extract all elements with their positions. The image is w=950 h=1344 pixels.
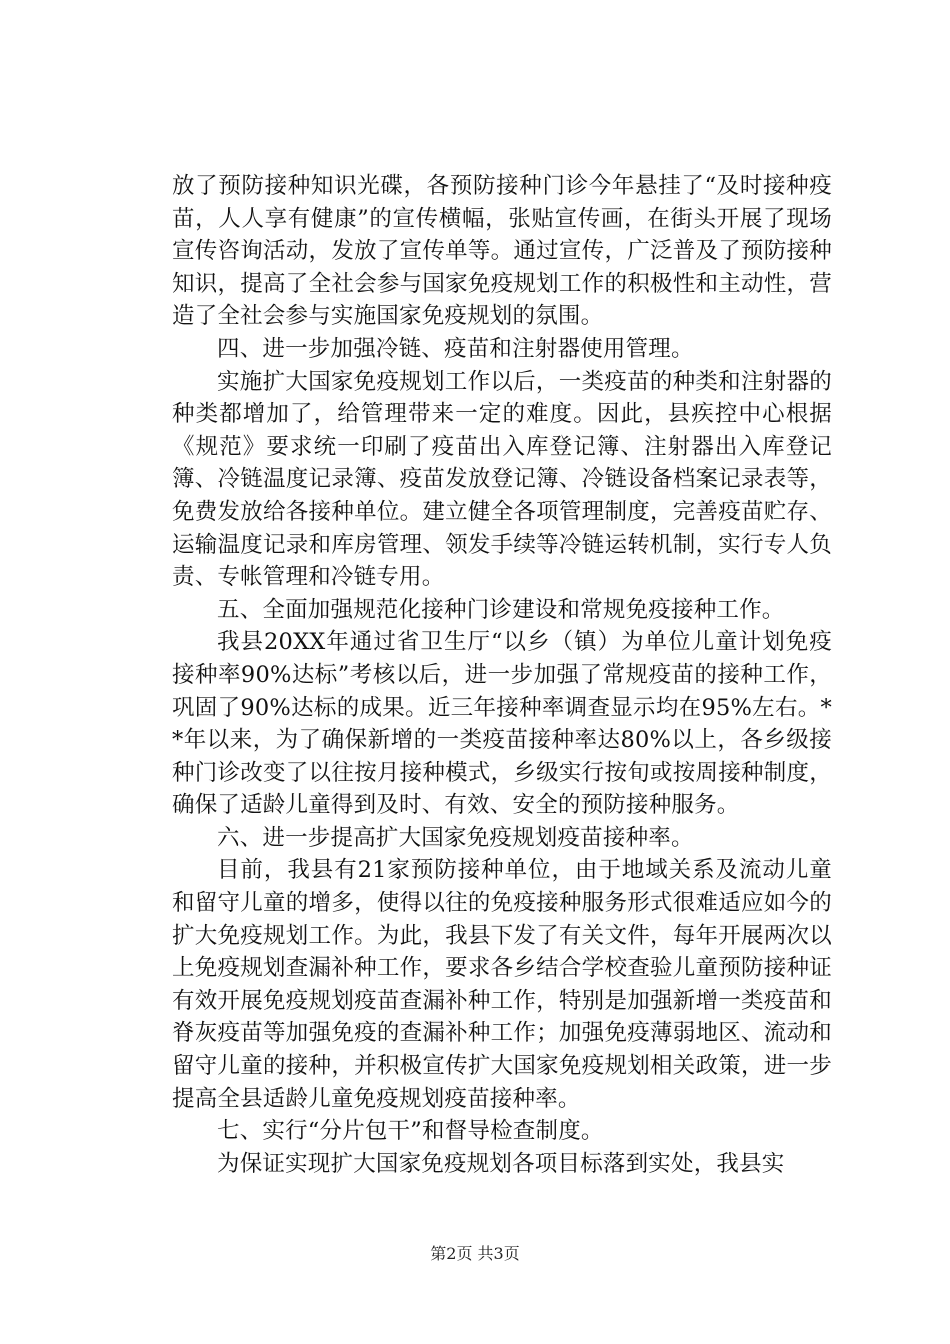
body-paragraph-7: 为保证实现扩大国家免疫规划各项目标落到实处，我县实: [217, 1150, 785, 1177]
body-paragraph-6: 目前，我县有21家预防接种单位，由于地域关系及流动儿童和留守儿童的增多，使得以往的免疫接种服务形式很难适应如今的扩大免疫规划工作。为此，我县下发了有关文件，每年开展两次以上免疫规划查漏补种工作，要求各乡结合学校查验儿童预防接种证有效开展免疫规划疫苗查漏补种工作，特别是加强新增一类疫苗和脊灰疫苗等加强免疫的查漏补种工作；加强免疫薄弱地区、流动和留守儿童的接种，并积极宣传扩大国家免疫规划相关政策，进一步提高全县适龄儿童免疫规划疫苗接种率。: [172, 857, 832, 1112]
body-paragraph-4: 实施扩大国家免疫规划工作以后，一类疫苗的种类和注射器的种类都增加了，给管理带来一定的难度。因此，县疾控中心根据《规范》要求统一印刷了疫苗出入库登记簿、注射器出入库登记簿、冷链温度记录簿、疫苗发放登记簿、冷链设备档案记录表等，免费发放给各接种单位。建立健全各项管理制度，完善疫苗贮存、运输温度记录和库房管理、领发手续等冷链运转机制，实行专人负责、专帐管理和冷链专用。: [172, 368, 832, 591]
section-heading-6: 六、进一步提高扩大国家免疫规划疫苗接种率。: [217, 824, 694, 851]
body-paragraph-continued: 放了预防接种知识光碟，各预防接种门诊今年悬挂了“及时接种疫苗，人人享有健康”的宣传横幅，张贴宣传画，在街头开展了现场宣传咨询活动，发放了宣传单等。通过宣传，广泛普及了预防接种知识，提高了全社会参与国家免疫规划工作的积极性和主动性，营造了全社会参与实施国家免疫规划的氛围。: [172, 173, 832, 330]
section-heading-5: 五、全面加强规范化接种门诊建设和常规免疫接种工作。: [217, 596, 785, 623]
page-number-footer: 第2页 共3页: [430, 1244, 520, 1263]
document-body: [172, 170, 832, 1180]
body-paragraph-5: 我县20XX年通过省卫生厅“以乡（镇）为单位儿童计划免疫接种率90%达标”考核以后，进一步加强了常规疫苗的接种工作，巩固了90%达标的成果。近三年接种率调查显示均在95%左右。**年以来，为了确保新增的一类疫苗接种率达80%以上，各乡级接种门诊改变了以往按月接种模式，乡级实行按旬或按周接种制度，确保了适龄儿童得到及时、有效、安全的预防接种服务。: [172, 629, 832, 819]
section-heading-7: 七、实行“分片包干”和督导检查制度。: [217, 1118, 604, 1145]
section-heading-4: 四、进一步加强冷链、疫苗和注射器使用管理。: [217, 335, 694, 362]
